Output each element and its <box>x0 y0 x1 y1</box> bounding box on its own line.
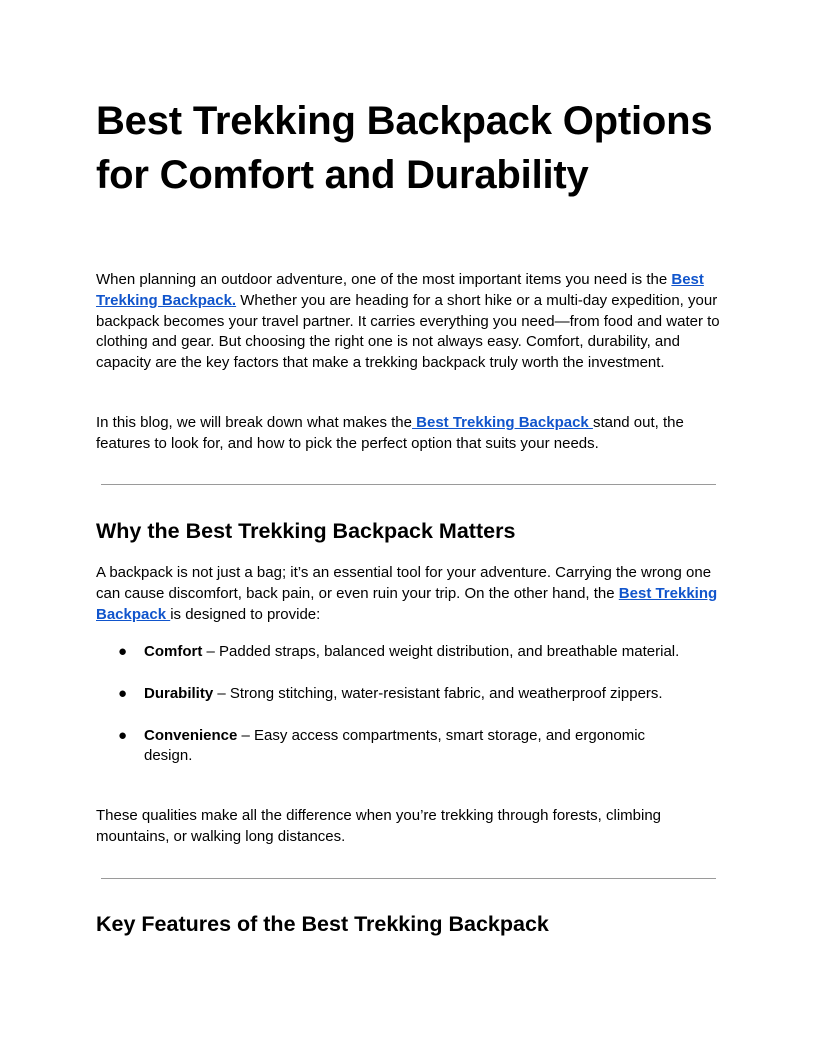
bullet-term: Comfort <box>144 643 203 660</box>
divider-1 <box>101 484 716 485</box>
intro2-text-after: stand out, the features to look for, and how to pick the perfect option that suits your needs. <box>96 414 684 452</box>
section-why-paragraph-2 <box>96 806 720 848</box>
features-bullet-list <box>96 642 720 767</box>
list-item <box>96 684 720 705</box>
divider-2 <box>101 878 716 879</box>
bullet-term: Durability <box>144 684 214 702</box>
intro-text-before: When planning an outdoor adventure, one of the most important items you need is the <box>96 271 672 288</box>
intro-paragraph-1 <box>96 270 720 374</box>
section-heading-why: Why the Best Trekking Backpack Matters <box>96 519 516 543</box>
best-trekking-backpack-link-3[interactable]: Best Trekking Backpack <box>96 584 718 623</box>
section-features <box>96 910 720 938</box>
best-trekking-backpack-link-2[interactable]: Best Trekking Backpack <box>412 414 593 431</box>
intro2-text-before: In this blog, we will break down what makes the <box>96 414 412 431</box>
bullet-icon: ● <box>118 684 128 702</box>
bullet-text: – Easy access compartments, smart storage, and ergonomic design. <box>144 726 646 765</box>
why-text-before: A backpack is not just a bag; it’s an essential tool for your adventure. Carrying the wrong one can cause discomfort, back pain, or even ruin your trip. On the other hand, the <box>96 564 712 602</box>
bullet-text: – Strong stitching, water-resistant fabric, and weatherproof zippers. <box>213 684 663 702</box>
section-why-paragraph-1 <box>96 563 720 625</box>
section-why <box>96 517 720 545</box>
intro-paragraph-2 <box>96 413 720 455</box>
why-closing-text: These qualities make all the difference when you’re trekking through forests, climbing mountains, or walking long distances. <box>96 807 662 845</box>
bullet-icon: ● <box>118 726 128 744</box>
why-text-after: is designed to provide: <box>170 605 321 623</box>
section-heading-features: Key Features of the Best Trekking Backpack <box>96 912 549 936</box>
list-item <box>96 642 720 663</box>
intro-text-after: Whether you are heading for a short hike or a multi-day expedition, your backpack becomes your travel partner. It carries everything you need—from food and water to clothing and gear. But choosing the right one is not always easy. Comfort, durability, and capacity are the key factors that make a trekking backpack truly worth the investment. <box>96 291 720 372</box>
best-trekking-backpack-link[interactable]: Best Trekking Backpack. <box>96 271 704 309</box>
page-title: Best Trekking Backpack Options for Comfort and Durability <box>96 99 713 197</box>
bullet-text: – Padded straps, balanced weight distribution, and breathable material. <box>202 643 680 660</box>
bullet-icon: ● <box>118 643 128 660</box>
list-item <box>96 726 720 768</box>
bullet-term: Convenience <box>144 726 238 744</box>
